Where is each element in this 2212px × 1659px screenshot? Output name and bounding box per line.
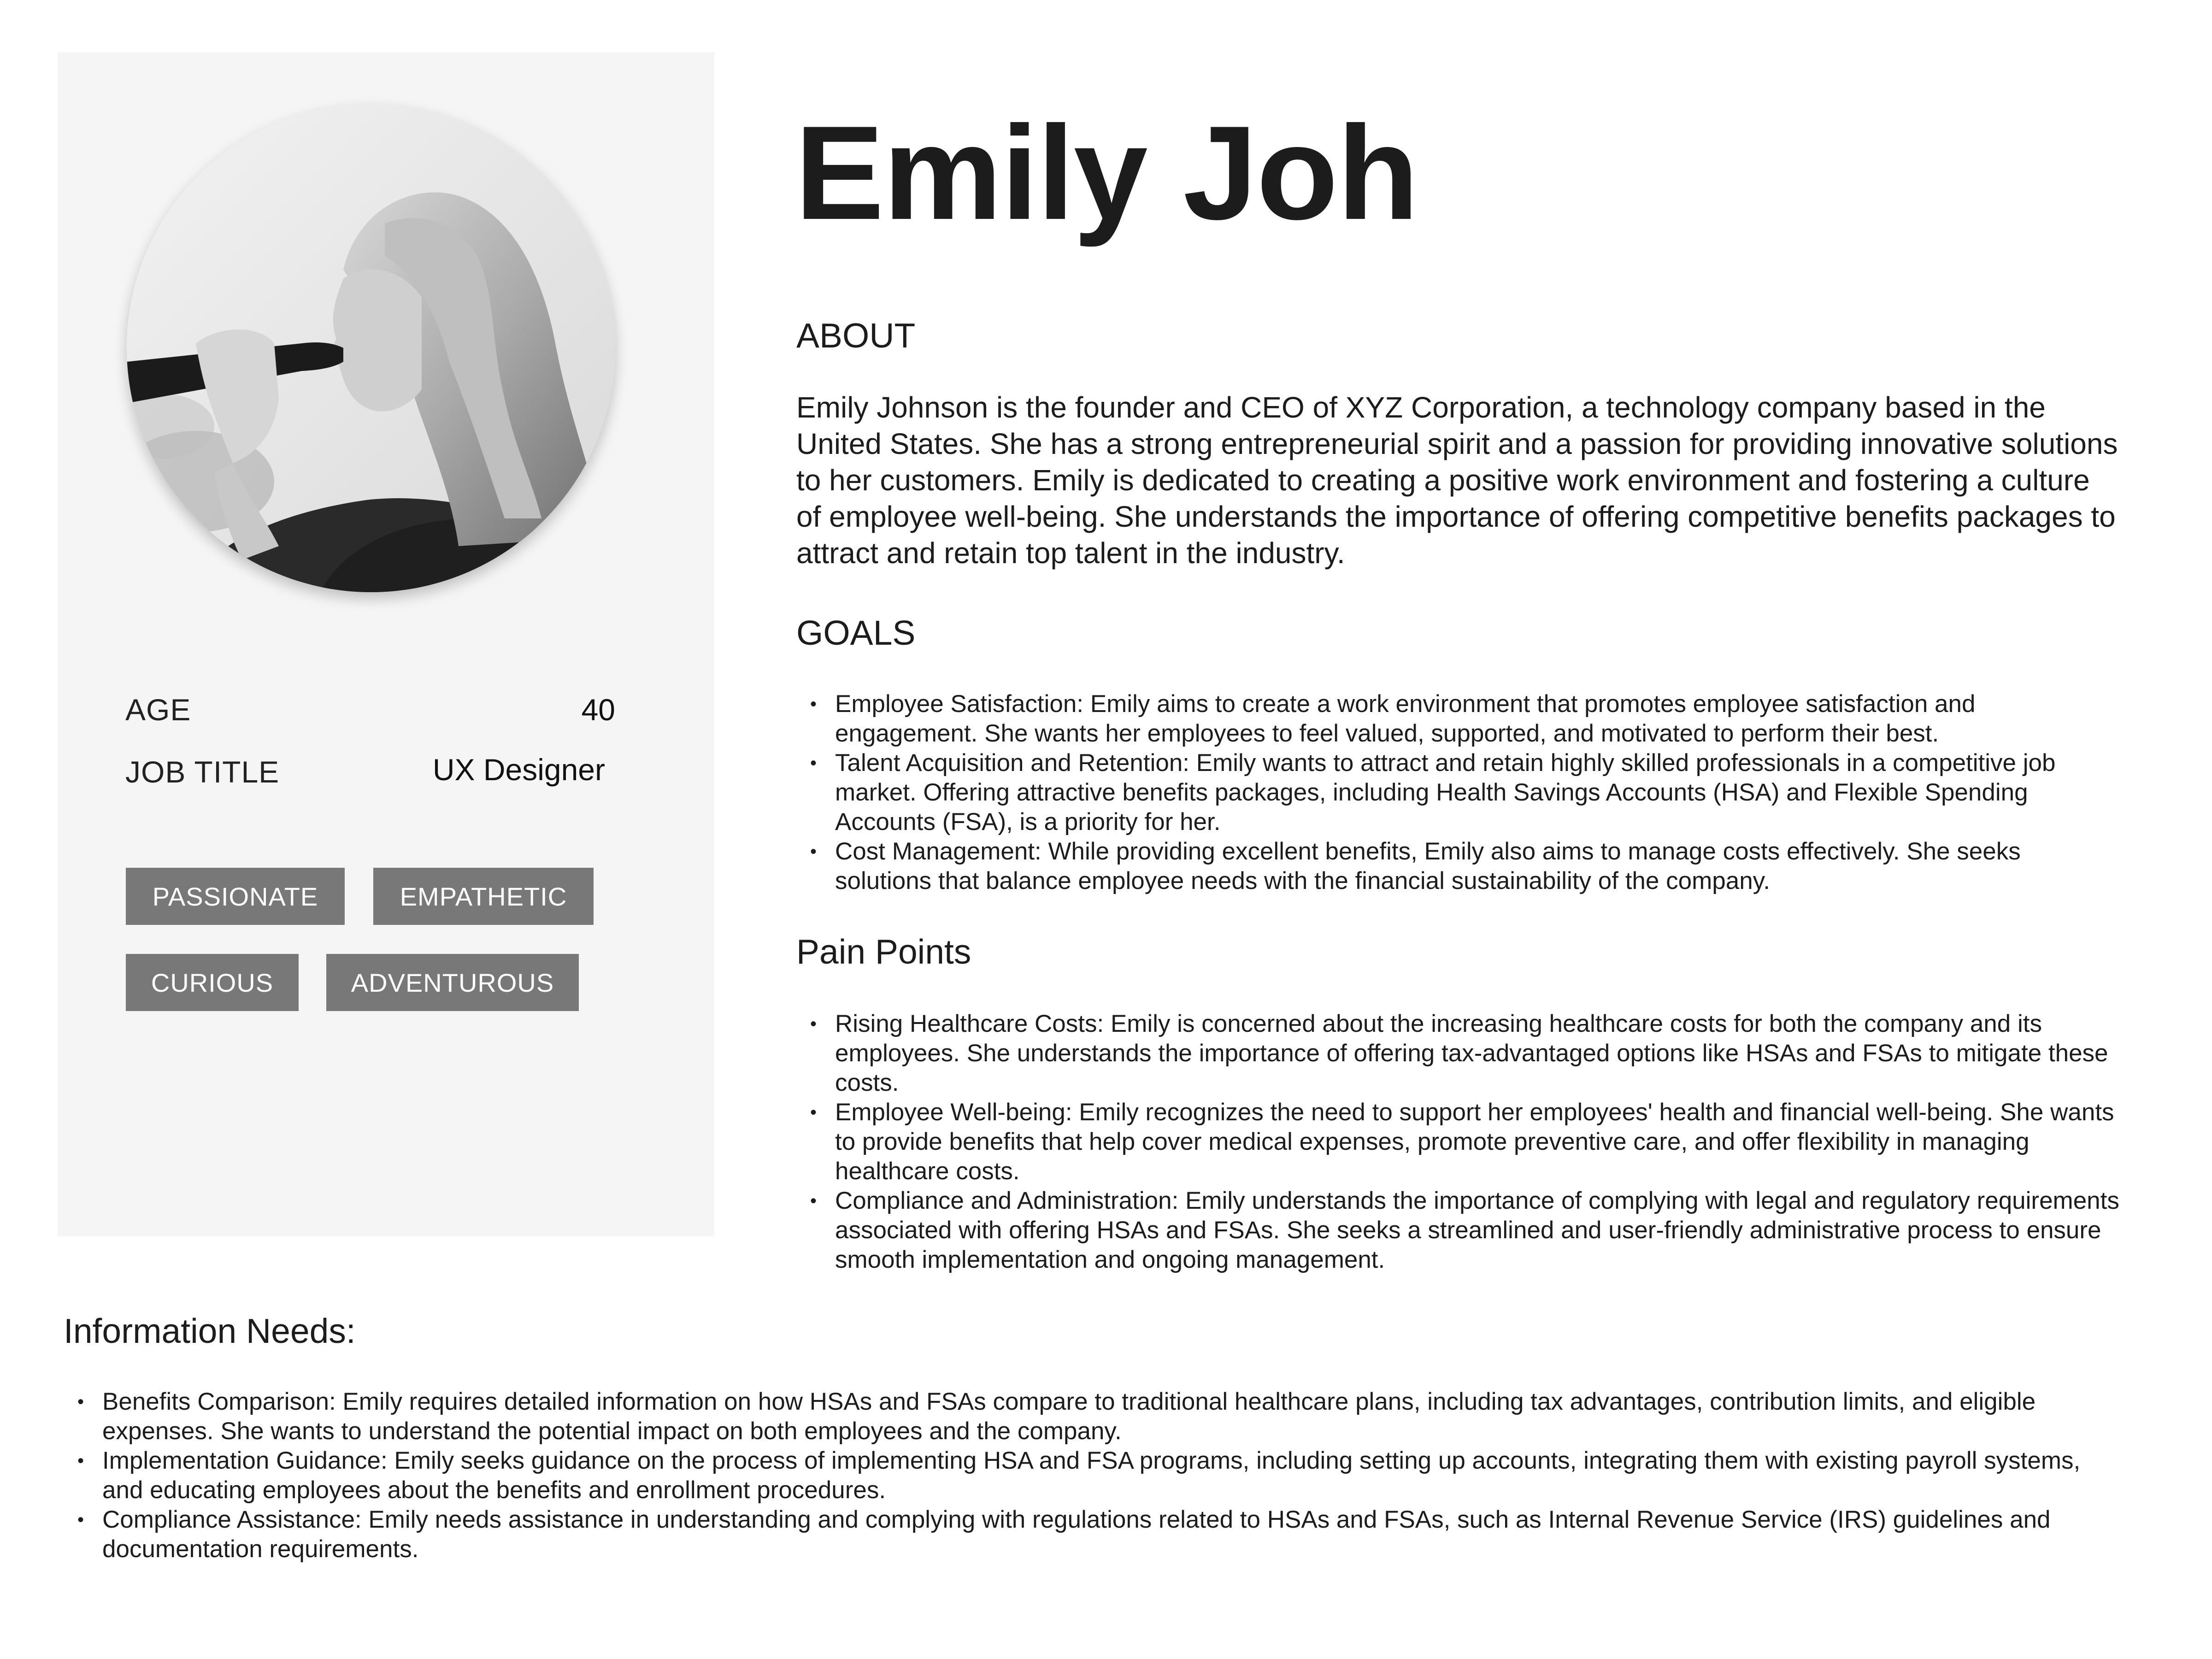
goal-item: • Talent Acquisition and Retention: Emily wants to attract and retain highly skilled professionals in a competitive job market. Offering attractive benefits packages, including Health Savings Accounts (HSA) and Flexible Spending Accounts (FSA), is a priority for her. — [797, 748, 2120, 837]
profile-photo — [127, 104, 615, 592]
goal-item: • Cost Management: While providing excellent benefits, Emily also aims to manage costs effectively. She seeks solutions that balance employee needs with the financial sustainability of the company. — [797, 837, 2120, 896]
about-text: Emily Johnson is the founder and CEO of XYZ Corporation, a technology company based in the United States. She has a strong entrepreneurial spirit and a passion for providing innovative solutions to her customers. Emily is dedicated to creating a positive work environment and fostering a culture of employee well-being. She understands the importance of offering competitive benefits packages to attract and retain top talent in the industry. — [796, 391, 2118, 570]
goals-heading: GOALS — [796, 613, 916, 652]
portrait-photo-icon — [127, 104, 615, 592]
pain-point-item: • Rising Healthcare Costs: Emily is concerned about the increasing healthcare costs for both the company and its employees. She understands the importance of offering tax-advantaged options like HSAs and FSAs to mitigate these costs. — [797, 1009, 2120, 1098]
about-heading: ABOUT — [796, 316, 916, 355]
trait-tag-adventurous: ADVENTUROUS — [326, 954, 579, 1011]
information-need-item: • Implementation Guidance: Emily seeks guidance on the process of implementing HSA and FSA programs, including setting up accounts, integrating them with existing payroll systems, and educating employees about the benefits and enrollment procedures. — [65, 1446, 2115, 1505]
information-need-item: • Compliance Assistance: Emily needs assistance in understanding and complying with regulations related to HSAs and FSAs, such as Internal Revenue Service (IRS) guidelines and documentation requirements. — [65, 1505, 2115, 1564]
goals-list — [797, 689, 2120, 896]
trait-tag-passionate: PASSIONATE — [126, 868, 345, 925]
pain-point-item: • Compliance and Administration: Emily understands the importance of complying with legal and regulatory requirements associated with offering HSAs and FSAs. She seeks a streamlined and user-friendly administrative process to ensure smooth implementation and ongoing management. — [797, 1186, 2120, 1275]
pain-points-list — [797, 1009, 2120, 1275]
pain-points-heading: Pain Points — [796, 932, 971, 971]
information-need-item: • Benefits Comparison: Emily requires detailed information on how HSAs and FSAs compare to traditional healthcare plans, including tax advantages, contribution limits, and eligible expenses. She wants to understand the potential impact on both employees and the company. — [65, 1387, 2115, 1446]
job-title-label: JOB TITLE — [125, 755, 280, 789]
age-value: 40 — [581, 693, 615, 727]
trait-tag-curious: CURIOUS — [126, 954, 299, 1011]
goal-item: • Employee Satisfaction: Emily aims to create a work environment that promotes employee satisfaction and engagement. She wants her employees to feel valued, supported, and motivated to perform their best. — [797, 689, 2120, 748]
job-title-value: UX Designer — [432, 753, 605, 787]
information-needs-list — [65, 1387, 2115, 1564]
trait-tag-empathetic: EMPATHETIC — [373, 868, 594, 925]
pain-point-item: • Employee Well-being: Emily recognizes the need to support her employees' health and financial well-being. She wants to provide benefits that help cover medical expenses, promote preventive care, and offer flexibility in managing healthcare costs. — [797, 1098, 2120, 1186]
persona-name: Emily Joh — [795, 98, 1418, 247]
age-label: AGE — [125, 693, 191, 727]
information-needs-heading: Information Needs: — [64, 1312, 356, 1350]
